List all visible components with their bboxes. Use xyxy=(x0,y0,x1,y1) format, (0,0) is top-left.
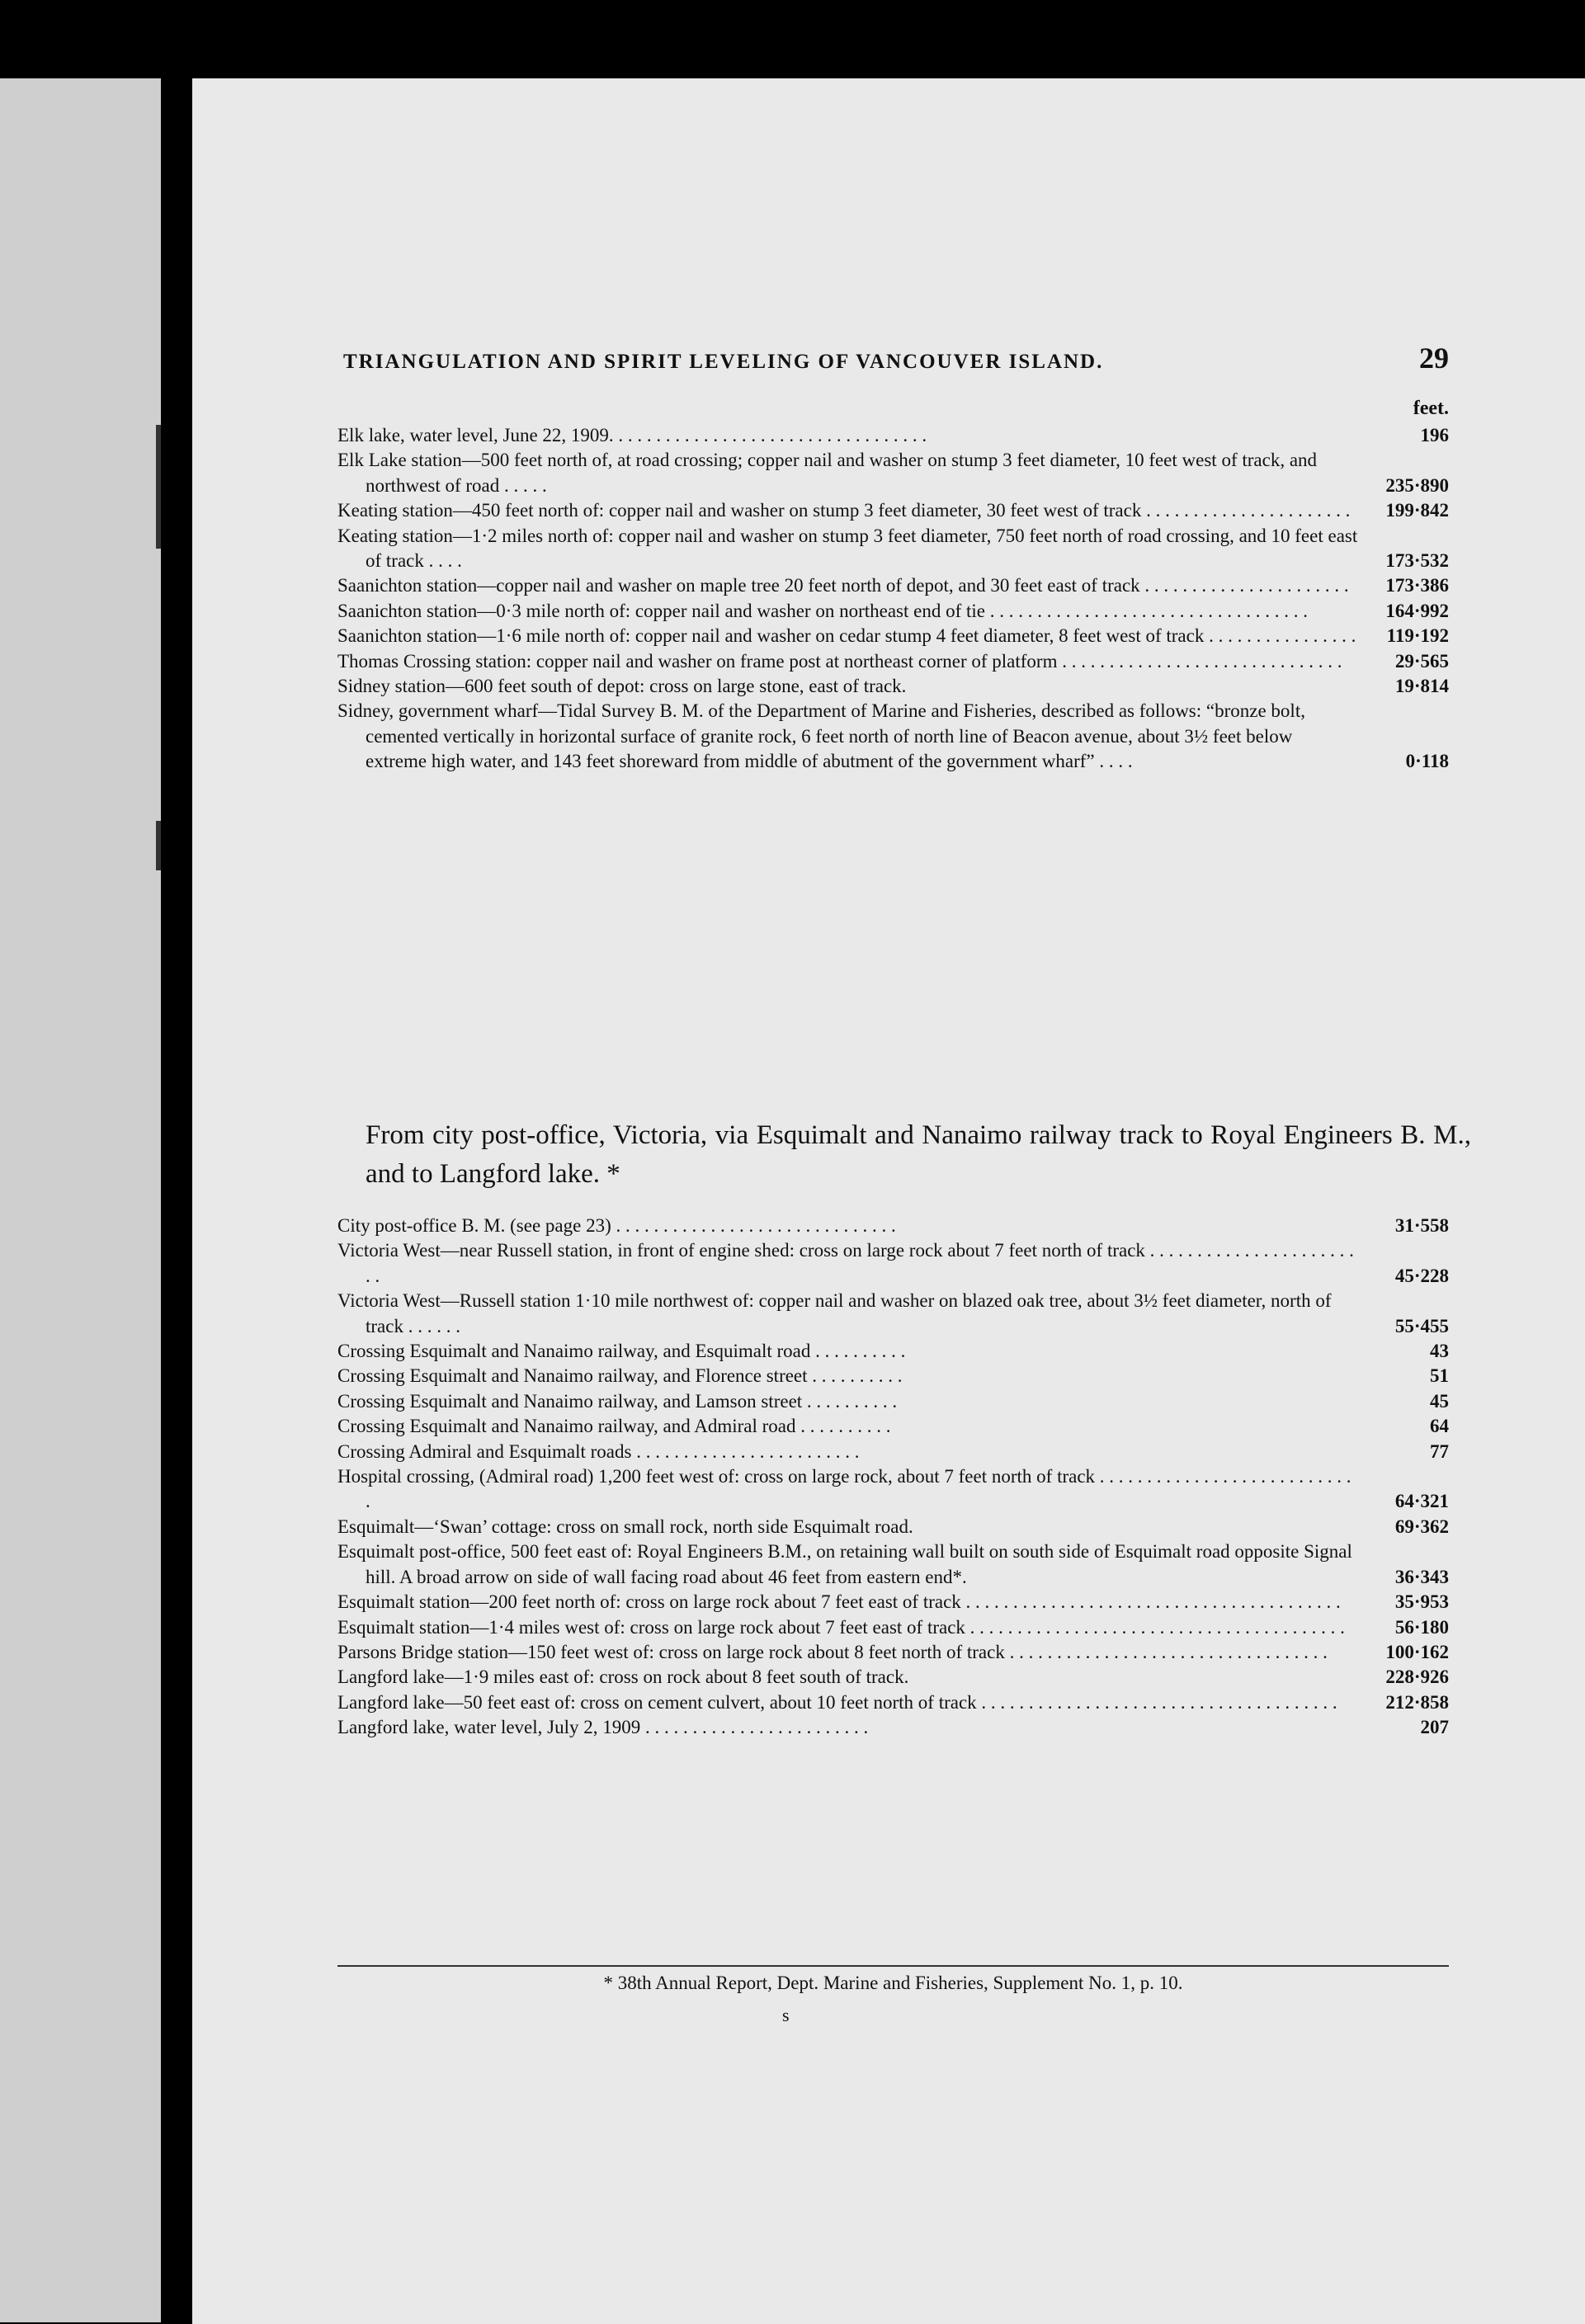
benchmark-elevation: 55·455 xyxy=(1394,1315,1449,1336)
section-heading: From city post-office, Victoria, via Esquimalt and Nanaimo railway track to Royal Engineers B. M., and to Langford lake. * xyxy=(366,1120,1471,1189)
benchmark-entry xyxy=(337,1389,1449,1414)
benchmark-entry xyxy=(337,423,1449,448)
running-head xyxy=(343,341,1449,375)
unit-label: feet. xyxy=(1413,398,1449,419)
benchmark-description: Crossing Esquimalt and Nanaimo railway, and Lamson street . . . . . . . . . . xyxy=(337,1390,898,1412)
benchmark-elevation: 45 xyxy=(1430,1390,1449,1412)
benchmark-entry xyxy=(337,1214,1449,1238)
benchmark-elevation: 35·953 xyxy=(1394,1591,1449,1613)
benchmark-entry xyxy=(337,448,1449,498)
benchmark-elevation: 43 xyxy=(1430,1341,1449,1362)
benchmark-entry xyxy=(337,524,1449,574)
benchmark-entry xyxy=(337,1715,1449,1740)
benchmark-elevation: 36·343 xyxy=(1394,1566,1449,1587)
benchmark-elevation: 100·162 xyxy=(1385,1641,1449,1662)
running-head-title: TRIANGULATION AND SPIRIT LEVELING OF VANCOUVER ISLAND. xyxy=(343,351,1104,373)
benchmark-description: Elk lake, water level, June 22, 1909. . . . . . . . . . . . . . . . . . . . . . . . . . . . . . . . . . xyxy=(337,425,927,445)
benchmark-description: Crossing Admiral and Esquimalt roads . . . . . . . . . . . . . . . . . . . . . . . . xyxy=(337,1440,860,1462)
benchmark-description: Hospital crossing, (Admiral road) 1,200 feet west of: cross on large rock, about 7 feet north of track . . . . . . . . . . . . . . . . . . . . . . . . . . . . xyxy=(337,1466,1351,1512)
benchmark-entry xyxy=(337,1339,1449,1364)
benchmark-description: Keating station—1·2 miles north of: copper nail and washer on stump 3 feet diameter, 750 feet north of road crossing, and 10 feet east of track . . . . xyxy=(337,525,1358,572)
benchmark-description: Crossing Esquimalt and Nanaimo railway, and Admiral road . . . . . . . . . . xyxy=(337,1416,891,1437)
benchmark-elevation: 51 xyxy=(1430,1365,1449,1387)
benchmark-elevation: 29·565 xyxy=(1394,650,1449,672)
benchmark-entry xyxy=(337,1289,1449,1339)
benchmark-elevation: 69·362 xyxy=(1394,1516,1449,1537)
benchmark-entry xyxy=(337,1414,1449,1439)
benchmark-entry xyxy=(337,1464,1449,1515)
page-gutter xyxy=(161,78,192,2322)
benchmark-entry xyxy=(337,1515,1449,1539)
benchmark-elevation: 119·192 xyxy=(1386,625,1449,647)
benchmark-description: Thomas Crossing station: copper nail and washer on frame post at northeast corner of platform . . . . . . . . . . . . . . . . . . . . . . . . . . . . . . xyxy=(337,650,1342,672)
benchmark-entry xyxy=(337,1640,1449,1665)
benchmark-description: Elk Lake station—500 feet north of, at road crossing; copper nail and washer on stump 3 feet diameter, 10 feet west of track, and northwest of road . . . . . xyxy=(337,450,1318,496)
benchmark-entry xyxy=(337,498,1449,523)
footnote: * 38th Annual Report, Dept. Marine and Fisheries, Supplement No. 1, p. 10. xyxy=(603,1973,1183,1993)
benchmark-elevation: 235·890 xyxy=(1385,474,1449,496)
benchmark-description: Langford lake, water level, July 2, 1909 . . . . . . . . . . . . . . . . . . . . . . . . xyxy=(337,1717,869,1738)
benchmark-description: Sidney, government wharf—Tidal Survey B. M. of the Department of Marine and Fisheries, described as follows: “bronze bolt, cemented vertically in horizontal surface of granite rock, 6 feet north of north line of Beacon avenue, about 3½ feet below extreme high water, and 143 feet shoreward from middle of abutment of the government wharf” . . . . xyxy=(337,700,1305,772)
benchmark-description: Saanichton station—0·3 mile north of: copper nail and washer on northeast end of tie . . . . . . . . . . . . . . . . . . . . . . . . . . . . . . . . . . xyxy=(337,600,1308,621)
benchmark-description: Saanichton station—copper nail and washer on maple tree 20 feet north of depot, and 30 feet east of track . . . . . . . . . . . . . . . . . . . . . . xyxy=(337,575,1349,596)
page-mark: s xyxy=(782,2005,790,2025)
benchmark-description: City post-office B. M. (see page 23) . . . . . . . . . . . . . . . . . . . . . . . . . . . . . . xyxy=(337,1215,896,1236)
benchmark-elevation: 31·558 xyxy=(1394,1215,1449,1236)
benchmark-elevation: 207 xyxy=(1420,1717,1449,1738)
benchmark-elevation: 0·118 xyxy=(1405,751,1449,772)
page-number: 29 xyxy=(1419,342,1449,375)
benchmark-elevation: 45·228 xyxy=(1394,1265,1449,1286)
benchmark-entry xyxy=(337,624,1449,648)
benchmark-entry xyxy=(337,599,1449,624)
benchmark-elevation: 199·842 xyxy=(1385,500,1449,521)
benchmark-entry xyxy=(337,649,1449,674)
benchmark-description: Parsons Bridge station—150 feet west of: cross on large rock about 8 feet north of track . . . . . . . . . . . . . . . . . . . . . . . . . . . . . . . . . . xyxy=(337,1641,1328,1662)
benchmark-elevation: 56·180 xyxy=(1394,1616,1449,1638)
benchmark-description: Victoria West—Russell station 1·10 mile northwest of: copper nail and washer on blazed oak tree, about 3½ feet diameter, north of track . . . . . . xyxy=(337,1290,1332,1336)
benchmark-description: Esquimalt post-office, 500 feet east of: Royal Engineers B.M., on retaining wall built on south side of Esquimalt road opposite Signal hill. A broad arrow on side of wall facing road about 46 feet from eastern end*. xyxy=(337,1541,1352,1587)
benchmark-entry xyxy=(337,1690,1449,1715)
facing-page-edge xyxy=(0,78,161,2322)
benchmark-elevation: 173·386 xyxy=(1385,575,1449,596)
benchmark-elevation: 173·532 xyxy=(1385,550,1449,572)
benchmark-description: Langford lake—50 feet east of: cross on cement culvert, about 10 feet north of track . . . . . . . . . . . . . . . . . . . . . . . . . . . . . . . . . . . . . . xyxy=(337,1691,1337,1713)
benchmark-elevation: 64·321 xyxy=(1394,1491,1449,1512)
benchmark-description: Esquimalt station—1·4 miles west of: cross on large rock about 7 feet east of track . . . . . . . . . . . . . . . . . . . . . . . . . . . . . . . . . . . . . . . . xyxy=(337,1616,1345,1638)
page-content xyxy=(192,78,1585,2324)
benchmark-elevation: 228·926 xyxy=(1385,1666,1449,1688)
benchmark-elevation: 77 xyxy=(1430,1440,1449,1462)
benchmark-description: Esquimalt station—200 feet north of: cross on large rock about 7 feet east of track . . . . . . . . . . . . . . . . . . . . . . . . . . . . . . . . . . . . . . . . xyxy=(337,1591,1341,1613)
benchmark-elevation: 19·814 xyxy=(1394,676,1449,697)
benchmark-entry xyxy=(337,1539,1449,1590)
benchmark-elevation: 196 xyxy=(1420,425,1449,445)
benchmark-entry xyxy=(337,573,1449,598)
benchmark-entry xyxy=(337,1364,1449,1388)
benchmark-elevation: 212·858 xyxy=(1385,1691,1449,1713)
footnote-rule xyxy=(337,1965,1449,1967)
benchmark-entry xyxy=(337,674,1449,699)
benchmark-description: Langford lake—1·9 miles east of: cross on rock about 8 feet south of track. xyxy=(337,1666,909,1688)
benchmark-description: Crossing Esquimalt and Nanaimo railway, and Esquimalt road . . . . . . . . . . xyxy=(337,1341,906,1362)
benchmark-description: Keating station—450 feet north of: copper nail and washer on stump 3 feet diameter, 30 feet west of track . . . . . . . . . . . . . . . . . . . . . . xyxy=(337,500,1351,521)
elevation-list-one xyxy=(337,398,1449,775)
benchmark-description: Victoria West—near Russell station, in front of engine shed: cross on large rock about 7 feet north of track . . . . . . . . . . . . . . . . . . . . . . . . xyxy=(337,1240,1354,1286)
benchmark-elevation: 164·992 xyxy=(1385,600,1449,621)
benchmark-description: Sidney station—600 feet south of depot: cross on large stone, east of track. xyxy=(337,676,907,697)
benchmark-description: Crossing Esquimalt and Nanaimo railway, and Florence street . . . . . . . . . . xyxy=(337,1365,903,1387)
benchmark-entry xyxy=(337,1590,1449,1615)
benchmark-entry xyxy=(337,1665,1449,1690)
benchmark-description: Esquimalt—‘Swan’ cottage: cross on small rock, north side Esquimalt road. xyxy=(337,1516,913,1537)
elevation-list-two xyxy=(337,1214,1449,1741)
benchmark-entry xyxy=(337,1615,1449,1640)
benchmark-description: Saanichton station—1·6 mile north of: copper nail and washer on cedar stump 4 feet diameter, 8 feet west of track . . . . . . . . . . . . . . . . xyxy=(337,625,1356,647)
benchmark-entry xyxy=(337,1440,1449,1464)
benchmark-entry xyxy=(337,1238,1449,1289)
benchmark-elevation: 64 xyxy=(1430,1416,1449,1437)
benchmark-entry xyxy=(337,699,1449,774)
